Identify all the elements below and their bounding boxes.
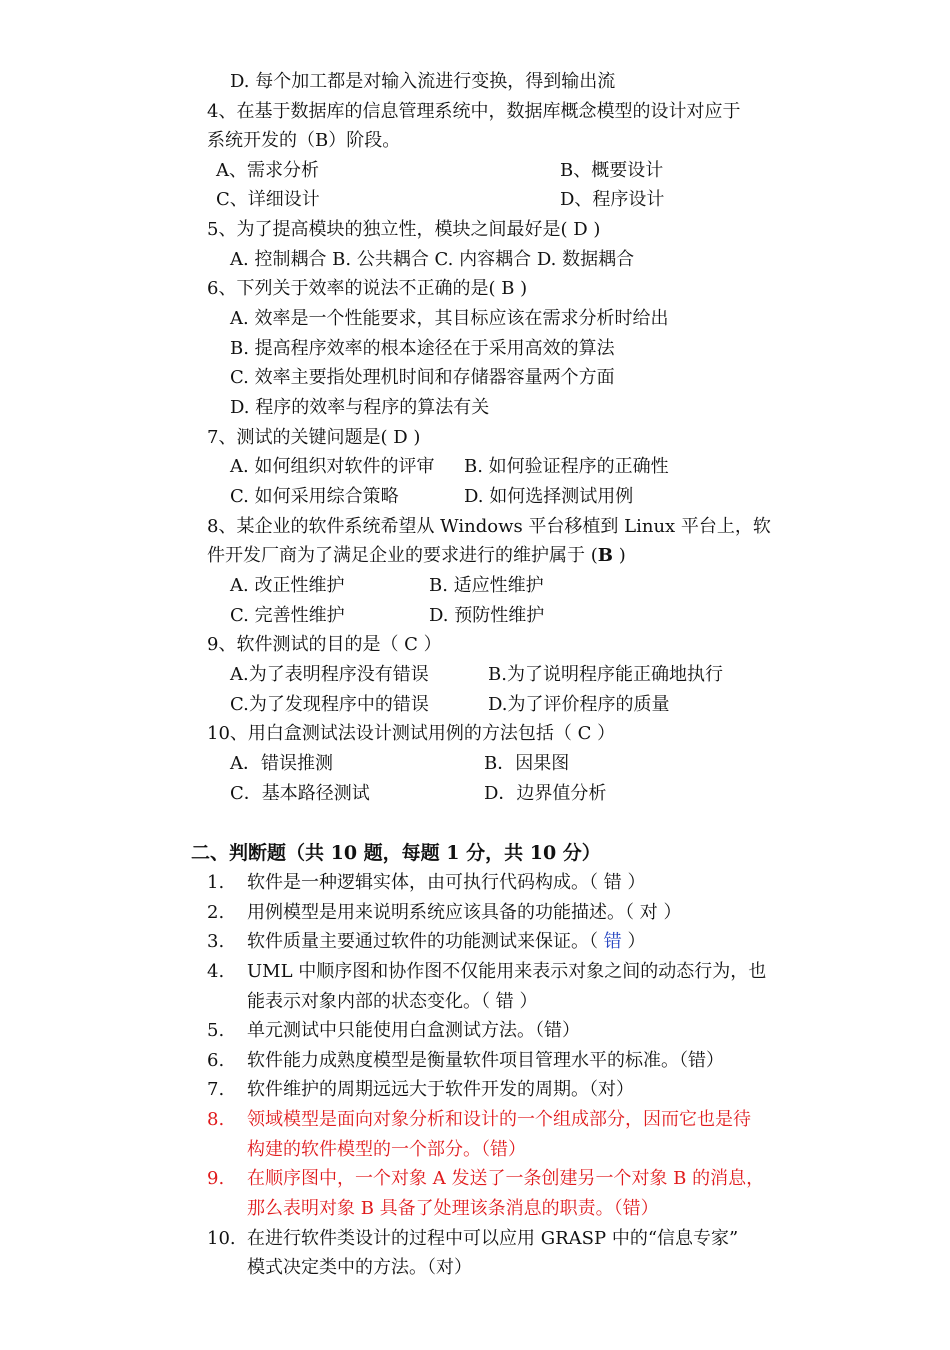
section2-heading: 二、判断题（共 10 题，每题 1 分，共 10 分）: [191, 842, 601, 864]
q4-option-a: A、需求分析: [216, 160, 319, 181]
q9-option-b: B.为了说明程序能正确地执行: [488, 664, 723, 685]
tf-item-number: 5.: [207, 1020, 225, 1041]
q8-option-b: B. 适应性维护: [429, 575, 544, 596]
tf-item-number: 1.: [207, 872, 225, 893]
q8-stem-line2-text: 件开发厂商为了满足企业的要求进行的维护属于 (: [207, 545, 598, 566]
tf-item-text: 软件维护的周期远远大于软件开发的周期。（对）: [247, 1079, 634, 1100]
tf-item-text-part: 软件质量主要通过软件的功能测试来保证。（: [247, 931, 604, 952]
q4-stem-line2: 系统开发的（B）阶段。: [207, 130, 401, 151]
q10-option-c: C．基本路径测试: [230, 783, 370, 804]
tf-item-text-continued: 构建的软件模型的一个部分。（错）: [247, 1139, 526, 1160]
tf-item-text: 软件是一种逻辑实体，由可执行代码构成。（ 错 ）: [247, 872, 646, 893]
q5-stem: 5、为了提高模块的独立性，模块之间最好是( D ): [207, 219, 601, 240]
tf-item-text-continued: 能表示对象内部的状态变化。（ 错 ）: [247, 991, 538, 1012]
q10-option-d: D．边界值分析: [484, 783, 607, 804]
tf-item-text: 领域模型是面向对象分析和设计的一个组成部分，因而它也是待: [247, 1109, 751, 1130]
tf-item-text: 在顺序图中，一个对象 A 发送了一条创建另一个对象 B 的消息，: [247, 1168, 765, 1189]
q4-option-d: D、程序设计: [560, 189, 665, 210]
q7-stem: 7、测试的关键问题是( D ): [207, 427, 421, 448]
tf-item-text: 在进行软件类设计的过程中可以应用 GRASP 中的“信息专家”: [247, 1228, 739, 1249]
tf-item-number: 4.: [207, 961, 225, 982]
q8-option-c: C. 完善性维护: [230, 605, 345, 626]
tf-item-text: [247, 930, 645, 954]
tf-item-text-continued: 那么表明对象 B 具备了处理该条消息的职责。（错）: [247, 1198, 659, 1219]
q6-stem: 6、下列关于效率的说法不正确的是( B ): [207, 278, 528, 299]
q7-option-b: B. 如何验证程序的正确性: [464, 456, 669, 477]
tf-item-answer: 错: [603, 931, 622, 952]
q8-stem-line2-close: ): [612, 545, 626, 566]
tf-item-number: 2.: [207, 902, 225, 923]
q10-option-b: B．因果图: [484, 753, 570, 774]
q8-answer: B: [597, 545, 613, 566]
q4-option-b: B、概要设计: [560, 160, 664, 181]
q9-option-d: D.为了评价程序的质量: [488, 694, 670, 715]
q6-option-c: C. 效率主要指处理机时间和存储器容量两个方面: [230, 367, 615, 388]
q7-option-c: C. 如何采用综合策略: [230, 486, 399, 507]
tf-item-number: 9.: [207, 1168, 225, 1189]
tf-item-text: 软件能力成熟度模型是衡量软件项目管理水平的标准。（错）: [247, 1050, 724, 1071]
q8-stem-line1: 8、某企业的软件系统希望从 Windows 平台移植到 Linux 平台上，软: [207, 516, 771, 537]
tf-item-number: 3.: [207, 931, 225, 952]
tf-item-text-close: ）: [621, 931, 646, 952]
q7-option-a: A. 如何组织对软件的评审: [230, 456, 435, 477]
q4-option-c: C、详细设计: [216, 189, 320, 210]
q3-option-d: D. 每个加工都是对输入流进行变换，得到输出流: [230, 71, 616, 92]
q8-stem-line2: [207, 544, 626, 568]
q9-option-a: A.为了表明程序没有错误: [230, 664, 429, 685]
q5-options: A. 控制耦合 B. 公共耦合 C. 内容耦合 D. 数据耦合: [230, 249, 635, 270]
q4-stem-line1: 4、在基于数据库的信息管理系统中，数据库概念模型的设计对应于: [207, 101, 741, 122]
q6-option-d: D. 程序的效率与程序的算法有关: [230, 397, 490, 418]
tf-item-number: 8.: [207, 1109, 225, 1130]
q6-option-b: B. 提高程序效率的根本途径在于采用高效的算法: [230, 338, 615, 359]
q8-option-d: D. 预防性维护: [429, 605, 545, 626]
tf-item-number: 6.: [207, 1050, 225, 1071]
tf-item-text: 用例模型是用来说明系统应该具备的功能描述。（ 对 ）: [247, 902, 682, 923]
q10-stem: 10、用白盒测试法设计测试用例的方法包括（ C ）: [207, 723, 616, 744]
q7-option-d: D. 如何选择测试用例: [464, 486, 634, 507]
q9-stem: 9、软件测试的目的是（ C ）: [207, 634, 442, 655]
q6-option-a: A. 效率是一个性能要求，其目标应该在需求分析时给出: [230, 308, 669, 329]
tf-item-text-continued: 模式决定类中的方法。（对）: [247, 1257, 472, 1278]
tf-item-text: UML 中顺序图和协作图不仅能用来表示对象之间的动态行为，也: [247, 961, 767, 982]
q8-option-a: A. 改正性维护: [230, 575, 345, 596]
tf-item-number: 10.: [207, 1228, 236, 1249]
q10-option-a: A．错误推测: [230, 753, 333, 774]
q9-option-c: C.为了发现程序中的错误: [230, 694, 429, 715]
tf-item-number: 7.: [207, 1079, 225, 1100]
tf-item-text: 单元测试中只能使用白盒测试方法。（错）: [247, 1020, 580, 1041]
